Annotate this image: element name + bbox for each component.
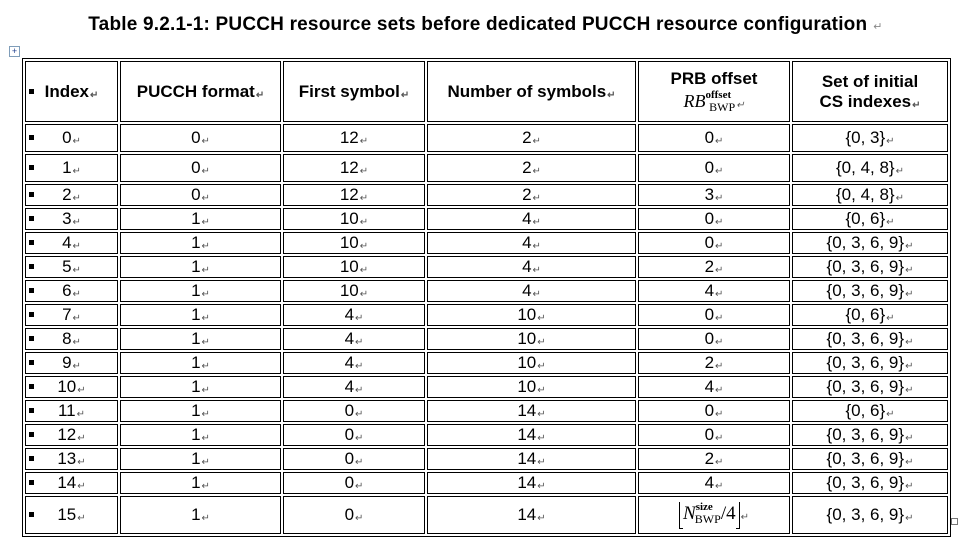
cell-number-of-symbols: 2↵ (427, 154, 636, 182)
cell-number-of-symbols: 14↵ (427, 400, 636, 422)
cell-index: 14↵ (25, 472, 118, 494)
cell-pucch-format: 1↵ (120, 400, 281, 422)
cell-index: 12↵ (25, 424, 118, 446)
cell-cs-indexes: {0, 3, 6, 9}↵ (792, 376, 948, 398)
header-prb-offset: PRB offset $RB^{offset}_{BWP}↵$ (638, 61, 790, 122)
cell-cs-indexes: {0, 3, 6, 9}↵ (792, 496, 948, 534)
cell-number-of-symbols: 4↵ (427, 280, 636, 302)
cell-cs-indexes: {0, 3, 6, 9}↵ (792, 232, 948, 254)
table-row (25, 352, 948, 374)
cell-prb-offset: 0↵ (638, 304, 790, 326)
cell-index: 2↵ (25, 184, 118, 206)
cell-first-symbol: 0↵ (283, 496, 425, 534)
cell-index: 1↵ (25, 154, 118, 182)
bullet-icon (29, 240, 34, 245)
bullet-icon (29, 89, 34, 94)
cell-first-symbol: 0↵ (283, 448, 425, 470)
header-index: Index↵ (25, 61, 118, 122)
cell-pucch-format: 0↵ (120, 124, 281, 152)
cell-prb-offset: 2↵ (638, 448, 790, 470)
cell-pucch-format: 1↵ (120, 496, 281, 534)
cell-index: 5↵ (25, 256, 118, 278)
cell-prb-offset: 0↵ (638, 328, 790, 350)
cell-cs-indexes: {0, 3, 6, 9}↵ (792, 280, 948, 302)
cell-first-symbol: 12↵ (283, 184, 425, 206)
cell-prb-offset: 4↵ (638, 472, 790, 494)
cell-cs-indexes: {0, 3, 6, 9}↵ (792, 256, 948, 278)
header-cs-indexes: Set of initial CS indexes↵ (792, 61, 948, 122)
table-row (25, 304, 948, 326)
table-row (25, 208, 948, 230)
cell-first-symbol: 0↵ (283, 400, 425, 422)
cell-number-of-symbols: 14↵ (427, 472, 636, 494)
cell-prb-offset: 4↵ (638, 376, 790, 398)
cell-index: 0↵ (25, 124, 118, 152)
cell-number-of-symbols: 10↵ (427, 376, 636, 398)
cell-index: 8↵ (25, 328, 118, 350)
header-number-of-symbols: Number of symbols↵ (427, 61, 636, 122)
cell-pucch-format: 1↵ (120, 448, 281, 470)
cell-number-of-symbols: 10↵ (427, 352, 636, 374)
cell-first-symbol: 12↵ (283, 154, 425, 182)
bullet-icon (29, 135, 34, 140)
cell-pucch-format: 1↵ (120, 352, 281, 374)
bullet-icon (29, 192, 34, 197)
cell-cs-indexes: {0, 3, 6, 9}↵ (792, 472, 948, 494)
table-caption: Table 9.2.1-1: PUCCH resource sets before dedicated PUCCH resource configuration ↵ (88, 14, 883, 35)
floor-formula: $N^{size}_{BWP}/4$ (679, 503, 740, 524)
cell-first-symbol: 12↵ (283, 124, 425, 152)
cell-cs-indexes: {0, 6}↵ (792, 400, 948, 422)
bullet-icon (29, 456, 34, 461)
cell-cs-indexes: {0, 3, 6, 9}↵ (792, 424, 948, 446)
cell-prb-offset: 2↵ (638, 352, 790, 374)
cell-first-symbol: 10↵ (283, 280, 425, 302)
cell-first-symbol: 0↵ (283, 472, 425, 494)
prb-offset-math: $RB^{offset}_{BWP}↵$ (683, 88, 745, 114)
table-row (25, 124, 948, 152)
cell-index: 13↵ (25, 448, 118, 470)
bullet-icon (29, 288, 34, 293)
cell-cs-indexes: {0, 3, 6, 9}↵ (792, 352, 948, 374)
cell-first-symbol: 4↵ (283, 304, 425, 326)
cell-cs-indexes: {0, 6}↵ (792, 304, 948, 326)
cell-index: 6↵ (25, 280, 118, 302)
cell-number-of-symbols: 14↵ (427, 448, 636, 470)
cell-prb-offset: 0↵ (638, 400, 790, 422)
cell-pucch-format: 1↵ (120, 232, 281, 254)
cell-pucch-format: 1↵ (120, 304, 281, 326)
table-row (25, 256, 948, 278)
cell-pucch-format: 0↵ (120, 184, 281, 206)
cell-index: 15↵ (25, 496, 118, 534)
cell-index: 4↵ (25, 232, 118, 254)
cell-first-symbol: 4↵ (283, 376, 425, 398)
cell-cs-indexes: {0, 3, 6, 9}↵ (792, 328, 948, 350)
table-row (25, 424, 948, 446)
cell-first-symbol: 10↵ (283, 256, 425, 278)
table-row (25, 496, 948, 534)
cell-cs-indexes: {0, 3}↵ (792, 124, 948, 152)
cell-pucch-format: 1↵ (120, 376, 281, 398)
cell-number-of-symbols: 10↵ (427, 328, 636, 350)
bullet-icon (29, 408, 34, 413)
cell-cs-indexes: {0, 6}↵ (792, 208, 948, 230)
cell-cs-indexes: {0, 4, 8}↵ (792, 184, 948, 206)
cell-first-symbol: 10↵ (283, 208, 425, 230)
cell-first-symbol: 0↵ (283, 424, 425, 446)
cell-index: 11↵ (25, 400, 118, 422)
cell-number-of-symbols: 4↵ (427, 208, 636, 230)
cell-index: 9↵ (25, 352, 118, 374)
table-row (25, 328, 948, 350)
cell-first-symbol: 4↵ (283, 352, 425, 374)
table-row (25, 472, 948, 494)
bullet-icon (29, 360, 34, 365)
table-resize-handle[interactable] (951, 518, 958, 525)
cell-pucch-format: 1↵ (120, 328, 281, 350)
cell-pucch-format: 1↵ (120, 472, 281, 494)
cell-prb-offset: 0↵ (638, 232, 790, 254)
bullet-icon (29, 336, 34, 341)
cell-cs-indexes: {0, 4, 8}↵ (792, 154, 948, 182)
cell-index: 10↵ (25, 376, 118, 398)
cell-index: 3↵ (25, 208, 118, 230)
cell-number-of-symbols: 14↵ (427, 496, 636, 534)
bullet-icon (29, 384, 34, 389)
cell-prb-offset: $N^{size}_{BWP}/4$ ↵ (638, 496, 790, 534)
cell-cs-indexes: {0, 3, 6, 9}↵ (792, 448, 948, 470)
bullet-icon (29, 512, 34, 517)
cell-number-of-symbols: 2↵ (427, 124, 636, 152)
cell-prb-offset: 2↵ (638, 256, 790, 278)
cell-number-of-symbols: 4↵ (427, 256, 636, 278)
cell-pucch-format: 1↵ (120, 280, 281, 302)
cell-pucch-format: 1↵ (120, 424, 281, 446)
cell-first-symbol: 4↵ (283, 328, 425, 350)
cell-index: 7↵ (25, 304, 118, 326)
header-pucch-format: PUCCH format↵ (120, 61, 281, 122)
table-move-handle-icon[interactable]: + (9, 46, 20, 57)
bullet-icon (29, 432, 34, 437)
bullet-icon (29, 264, 34, 269)
cell-number-of-symbols: 2↵ (427, 184, 636, 206)
bullet-icon (29, 480, 34, 485)
bullet-icon (29, 312, 34, 317)
cell-prb-offset: 0↵ (638, 424, 790, 446)
table-row (25, 280, 948, 302)
cell-prb-offset: 0↵ (638, 208, 790, 230)
cell-prb-offset: 4↵ (638, 280, 790, 302)
table-row (25, 184, 948, 206)
cell-pucch-format: 0↵ (120, 154, 281, 182)
cell-prb-offset: 0↵ (638, 124, 790, 152)
cell-number-of-symbols: 10↵ (427, 304, 636, 326)
cell-prb-offset: 0↵ (638, 154, 790, 182)
table-row (25, 400, 948, 422)
pucch-resource-table (22, 58, 951, 537)
cell-prb-offset: 3↵ (638, 184, 790, 206)
header-first-symbol: First symbol↵ (283, 61, 425, 122)
header-row (25, 61, 948, 122)
bullet-icon (29, 165, 34, 170)
table-row (25, 232, 948, 254)
cell-number-of-symbols: 14↵ (427, 424, 636, 446)
bullet-icon (29, 216, 34, 221)
cell-pucch-format: 1↵ (120, 256, 281, 278)
cell-first-symbol: 10↵ (283, 232, 425, 254)
table-row (25, 376, 948, 398)
cell-number-of-symbols: 4↵ (427, 232, 636, 254)
table-row (25, 154, 948, 182)
table-row (25, 448, 948, 470)
cell-pucch-format: 1↵ (120, 208, 281, 230)
